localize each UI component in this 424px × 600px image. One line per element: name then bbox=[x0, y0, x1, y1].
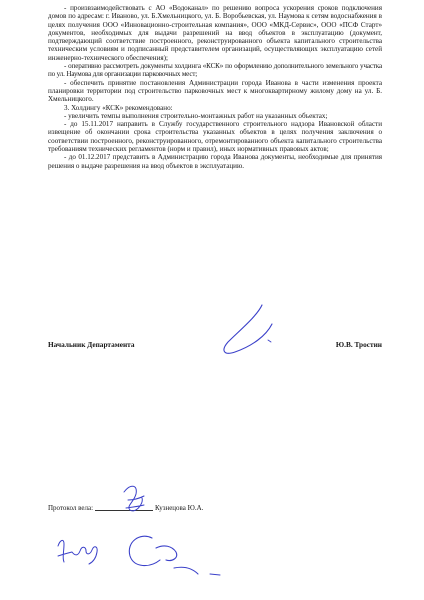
protocol-name: Кузнецова Ю.А. bbox=[155, 504, 204, 512]
paragraph-nadzor-notice: - до 15.11.2017 направить в Службу государственного строительного надзора Ивановской области извещение об окончании срока строительства указанных объектов в целях получения заключения о соответствии построенного, реконструированного, отремонтированного объекта капитального строительства требованиям технических регламентов (норм и правил), иных нормативных правовых актов; bbox=[48, 120, 382, 154]
handwritten-note bbox=[58, 540, 97, 564]
paragraph-vodokanal: - произвзаимодействовать с АО «Водоканал» по решению вопроса ускорения сроков подключения домов по адресам: г. Иваново, ул. Б.Хмельницкого, ул. Б. Воробьевская, ул. Наумова к сетям водоснабжения в целях получения ООО «Инновационно-строительная компания», ООО «МКД-Сервис», ООО «ПСФ Старт» документов, необходимых для выдачи разрешений на ввод объектов в эксплуатацию (документ, подтверждающий соответствие построенного, реконструированного объекта капитального строительства техническим условиям и подписанный представителем организаций, осуществляющих эксплуатацию сетей инженерно-технического обеспечения); bbox=[48, 4, 382, 62]
signer-position: Начальник Департамента bbox=[48, 340, 135, 349]
paragraph-ksk-documents: - оперативно рассмотреть документы холдинга «КСК» по оформлению дополнительного земельного участка по ул. Наумова для организации парковочных мест; bbox=[48, 62, 382, 79]
director-signature bbox=[224, 305, 272, 353]
pen-dash bbox=[210, 574, 220, 575]
protocol-label: Протокол вела: bbox=[48, 504, 94, 512]
handwritten-scribble bbox=[129, 536, 198, 574]
director-signature-mark bbox=[268, 340, 271, 342]
section-3-heading: 3. Холдингу «КСК» рекомендовано: bbox=[64, 103, 173, 112]
signer-name: Ю.В. Тростин bbox=[335, 340, 382, 349]
protocol-signature bbox=[124, 486, 144, 511]
paragraph-postanovlenie: - обеспечить принятие постановления Администрации города Иванова в части изменения проекта планировки территории под строительство парковочных мест к многоквартирному жилому дому на ул. Б. Хмельницкого. bbox=[48, 78, 382, 104]
paragraph-submit-documents: - до 01.12.2017 представить в Администрацию города Иванова документы, необходимые для принятия решения о выдаче разрешения на ввод объектов в эксплуатацию. bbox=[48, 153, 382, 170]
paragraph-increase-tempo: - увеличить темпы выполнения строительно-монтажных работ на указанных объектах; bbox=[64, 111, 328, 120]
